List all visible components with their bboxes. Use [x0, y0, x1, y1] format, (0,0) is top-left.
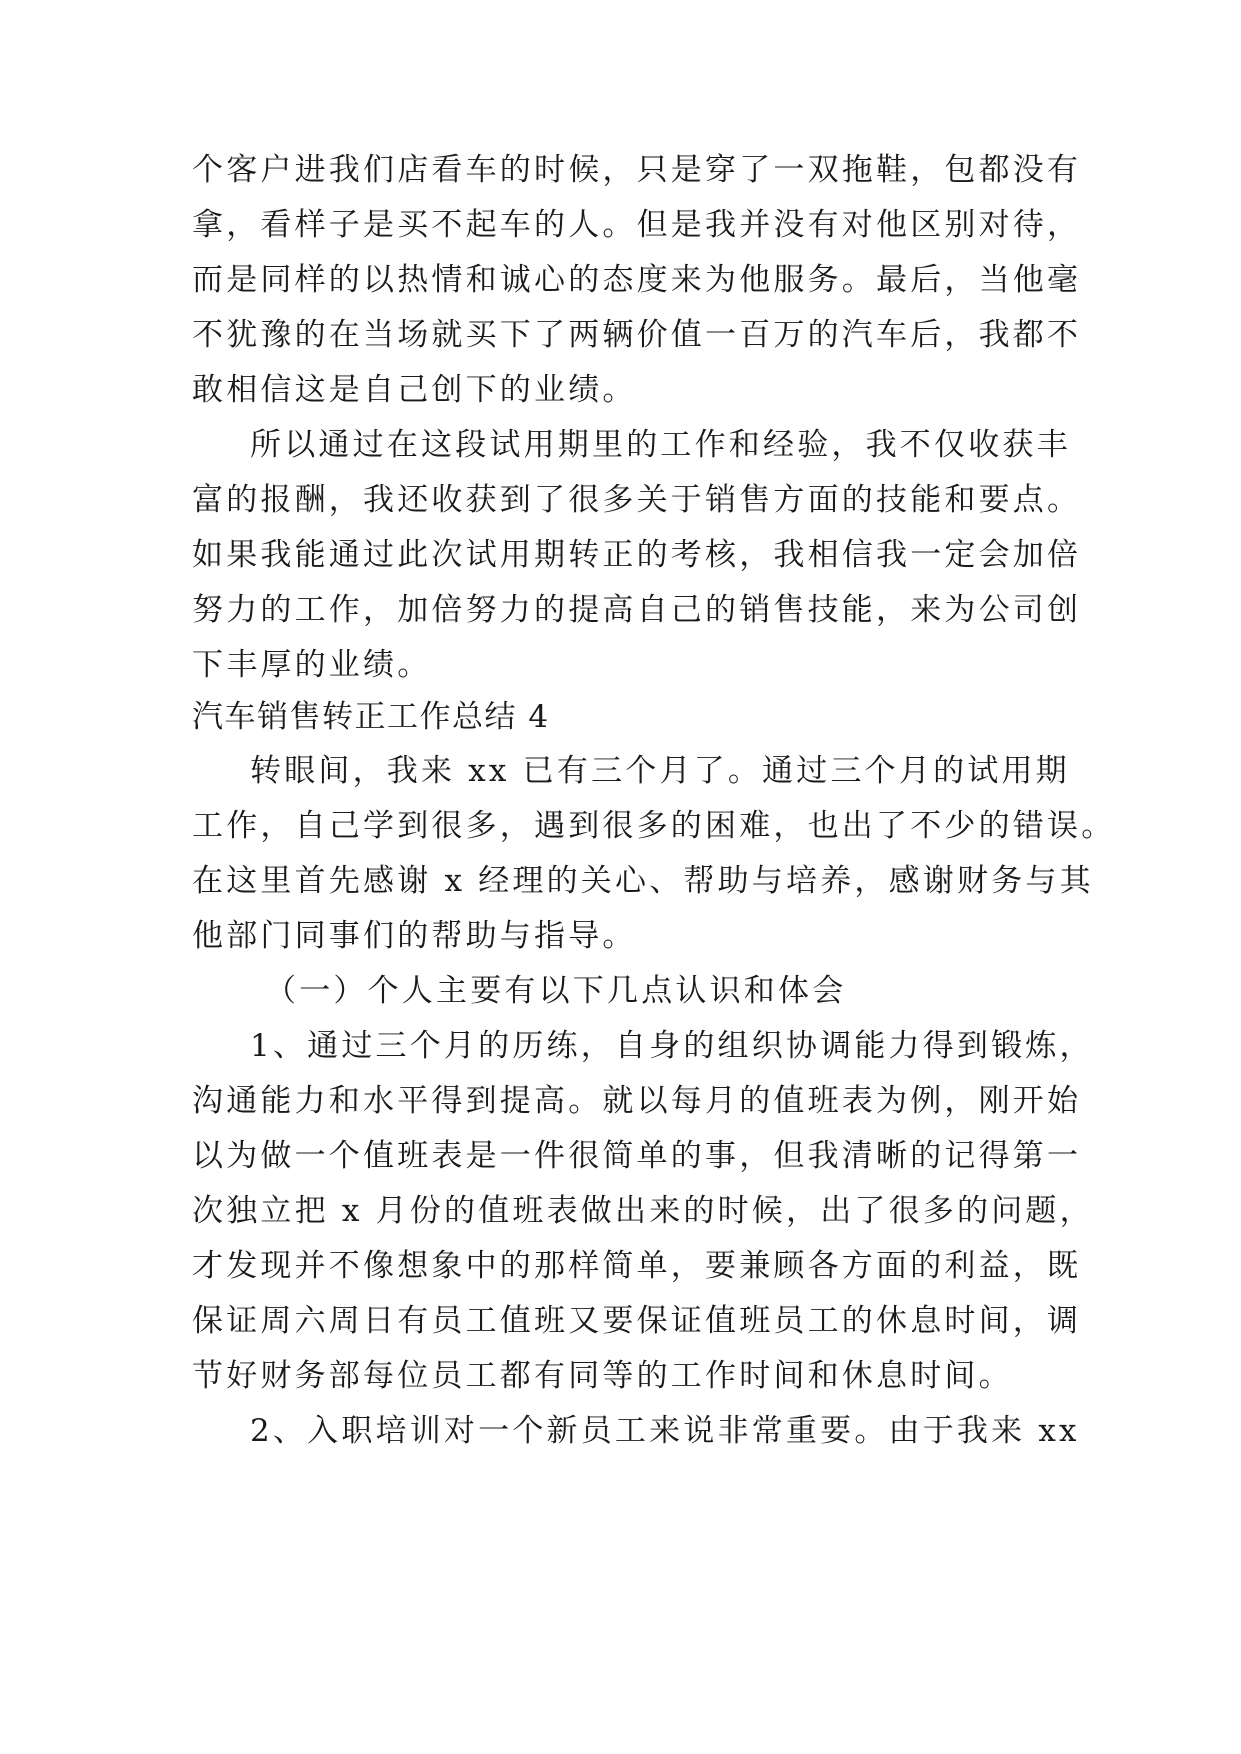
paragraph-first-line: 2、入职培训对一个新员工来说非常重要。由于我来 xx — [250, 1413, 1080, 1449]
paragraph-line: 下丰厚的业绩。 — [192, 647, 432, 683]
paragraph-line: 拿，看样子是买不起车的人。但是我并没有对他区别对待， — [192, 207, 1082, 243]
paragraph-line: 在这里首先感谢 x 经理的关心、帮助与培养，感谢财务与其 — [192, 863, 1094, 899]
paragraph-line: 他部门同事们的帮助与指导。 — [192, 918, 637, 954]
subsection-heading: （一）个人主要有以下几点认识和体会 — [265, 973, 847, 1009]
paragraph-first-line: 转眼间，我来 xx 已有三个月了。通过三个月的试用期 — [250, 753, 1070, 789]
paragraph-line: 如果我能通过此次试用期转正的考核，我相信我一定会加倍 — [192, 537, 1082, 573]
paragraph-line: 工作，自己学到很多，遇到很多的困难，也出了不少的错误。 — [192, 808, 1116, 844]
paragraph-first-line: 1、通过三个月的历练，自身的组织协调能力得到锻炼， — [250, 1028, 1094, 1064]
paragraph-line: 节好财务部每位员工都有同等的工作时间和休息时间。 — [192, 1358, 1013, 1394]
section-heading: 汽车销售转正工作总结 4 — [192, 699, 550, 735]
paragraph-line: 个客户进我们店看车的时候，只是穿了一双拖鞋，包都没有 — [192, 152, 1082, 188]
paragraph-line: 以为做一个值班表是一件很简单的事，但我清晰的记得第一 — [192, 1138, 1082, 1174]
paragraph-line: 敢相信这是自己创下的业绩。 — [192, 372, 637, 408]
paragraph-line: 沟通能力和水平得到提高。就以每月的值班表为例，刚开始 — [192, 1083, 1082, 1119]
paragraph-line: 次独立把 x 月份的值班表做出来的时候，出了很多的问题， — [192, 1193, 1094, 1229]
paragraph-line: 努力的工作，加倍努力的提高自己的销售技能，来为公司创 — [192, 592, 1082, 628]
paragraph-line: 富的报酬，我还收获到了很多关于销售方面的技能和要点。 — [192, 482, 1082, 518]
paragraph-line: 不犹豫的在当场就买下了两辆价值一百万的汽车后，我都不 — [192, 317, 1082, 353]
paragraph-first-line: 所以通过在这段试用期里的工作和经验，我不仅收获丰 — [250, 427, 1071, 463]
paragraph-line: 才发现并不像想象中的那样简单，要兼顾各方面的利益，既 — [192, 1248, 1082, 1284]
paragraph-line: 而是同样的以热情和诚心的态度来为他服务。最后，当他毫 — [192, 262, 1082, 298]
paragraph-line: 保证周六周日有员工值班又要保证值班员工的休息时间，调 — [192, 1303, 1082, 1339]
